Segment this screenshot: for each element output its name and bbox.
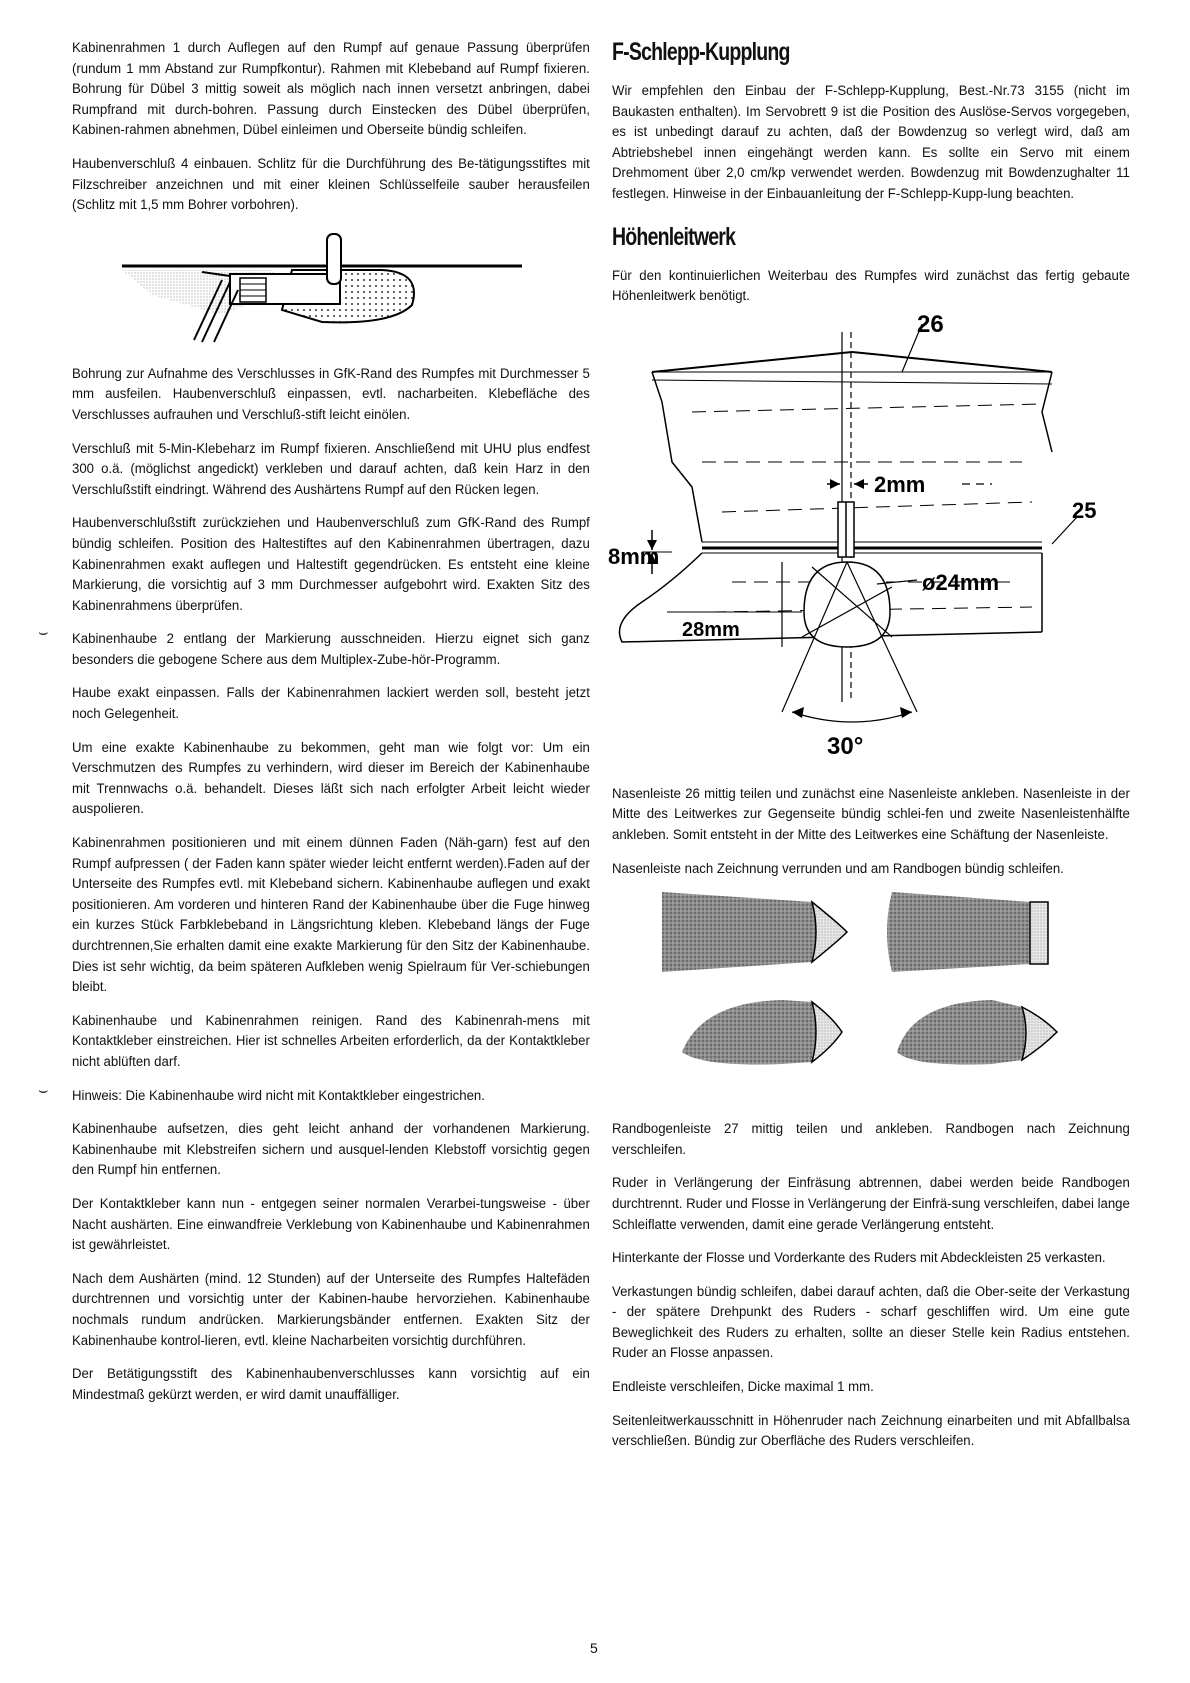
canopy-lock-figure [122,230,542,350]
paragraph: Für den kontinuierlichen Weiterbau des Rumpfes wird zunächst das fertig gebaute Höhenleitwerk benötigt. [612,267,1130,305]
label-26: 26 [917,311,944,338]
paragraph: Hinweis: Die Kabinenhaube wird nicht mit Kontaktkleber eingestrichen. [72,1087,485,1104]
left-column [72,38,590,1418]
margin-mark: ⌣ [38,1082,49,1099]
paragraph: Hinterkante der Flosse und Vorderkante des Ruders mit Abdeckleisten 25 verkasten. [612,1250,1106,1267]
right-column [608,38,1130,1465]
leading-edge-profiles [662,892,1082,1097]
paragraph: Wir empfehlen den Einbau der F-Schlepp-Kupplung, Best.-Nr.73 3155 (nicht im Baukasten enthalten). Im Servobrett 9 ist die Position des Auslöse-Servos vorgegeben, es ist unbedingt darauf zu achten, daß der Bowdenzug so verlegt wird, daß am Abtriebshebel innen eingehängt werden kann. Es sollte ein Servo mit einem Drehmoment über 2,0 cm/kp verwendet werden. Bowdenzug mit Bowdenzughalter 11 festlegen. Hinweise in der Einbauanleitung der F-Schlepp-Kupp-lung beachten. [612,83,1130,202]
paragraph: Der Kontaktkleber kann nun - entgegen seiner normalen Verarbei-tungsweise - über Nacht aushärten. Eine einwandfreie Verklebung von Kabinenhaube und Kabinenrahmen ist gewährleistet. [72,1195,590,1254]
paragraph: Haubenverschluß 4 einbauen. Schlitz für die Durchführung des Be-tätigungsstiftes mit Filzschreiber anzeichnen und mit einer kleinen Schlüsselfeile sauber herausfeilen (Schlitz mit 1,5 mm Bohrer vorbohren). [72,155,590,214]
dim-8mm: 8mm [608,543,660,569]
paragraph: Randbogenleiste 27 mittig teilen und ankleben. Randbogen nach Zeichnung verschleifen. [612,1121,1130,1158]
paragraph: Ruder in Verlängerung der Einfräsung abtrennen, dabei werden beide Randbogen durchtrennt. Ruder und Flosse in Verlängerung der Einfrä-sung verschleifen, dabei lange Schleiflatte verwenden, damit eine gerade Verlängerung entsteht. [612,1175,1130,1233]
page-number: 5 [590,1640,598,1656]
paragraph: Um eine exakte Kabinenhaube zu bekommen, geht man wie folgt vor: Um ein Verschmutzen des Rumpfes zu verhindern, wird dieser im Bereich der Kabinenhaube mit Trennwachs o.ä. behandelt. Dieses läßt sich nach erfolgter Arbeit leicht wieder auspolieren. [72,739,590,818]
angle-30: 30° [827,732,864,760]
paragraph: Verkastungen bündig schleifen, dabei darauf achten, daß die Ober-seite der Verkastung - der spätere Drehpunkt des Ruders - scharf geschliffen wird. Um eine gute Beweglichkeit des Ruders zu erhalten, sollte an dieser Stelle kein Radius entstehen. Ruder an Flosse anpassen. [612,1283,1130,1362]
paragraph: Endleiste verschleifen, Dicke maximal 1 mm. [612,1379,874,1396]
dim-2mm: 2mm [874,471,926,497]
margin-mark: ⌣ [38,624,49,641]
label-25: 25 [1072,497,1097,523]
paragraph: Nach dem Aushärten (mind. 12 Stunden) auf der Unterseite des Rumpfes Haltefäden durchtrennen und vorsichtig unter der Kabinen-haube hervorziehen. Kabinenhaube nochmals rundum andrücken. Markierungsbänder entfernen. Exakten Sitz der Kabinenhaube kontrol-lieren, evtl. kleine Nacharbeiten vorsichtig durchführen. [72,1270,590,1349]
paragraph: Kabinenrahmen 1 durch Auflegen auf den Rumpf auf genaue Passung überprüfen (rundum 1 mm Abstand zur Rumpfkontur). Rahmen mit Klebeband auf Rumpf fixieren. Bohrung für Dübel 3 mittig soweit als möglich nach innen versetzt anbringen, dabei Rumpfrand mit durch-bohren. Passung durch Einstecken des Dübel überprüfen, Kabinen-rahmen abnehmen, Dübel einleimen und Oberseite bündig schleifen. [72,40,590,139]
paragraph: Kabinenhaube aufsetzen, dies geht leicht anhand der vorhandenen Markierung. Kabinenhaube mit Klebstreifen sichern und ausquel-lenden Klebstoff vorsichtig gegen den Rumpf hin entfernen. [72,1121,590,1179]
paragraph: Kabinenhaube und Kabinenrahmen reinigen. Rand des Kabinenrah-mens mit Kontaktkleber einstreichen. Hier ist schnelles Arbeiten erforderlich, da der Kontaktkleber nicht ablüften darf. [72,1012,590,1070]
paragraph: Kabinenrahmen positionieren und mit einem dünnen Faden (Näh-garn) fest auf den Rumpf aufpressen ( der Faden kann später wieder leicht entfernt werden).Faden auf der Unterseite des Rumpfes evtl. mit Klebeband sichern. Kabinenhaube auflegen und exakt positionieren. Am vorderen und hinteren Rand der Kabinenhaube über die Fuge hinweg ein kurzes Stück Farbklebeband in Längsrichtung kleben. Klebeband längs der Fuge durchtrennen,Sie erhalten damit eine exakte Markierung für den Sitz der Kabinenhaube. Dies ist sehr wichtig, da beim späteren Aufkleben wenig Spielraum für Ver-schiebungen bleibt. [72,835,590,996]
paragraph: Der Betätigungsstift des Kabinenhaubenverschlusses kann vorsichtig auf ein Mindestmaß gekürzt werden, er wird damit unauffälliger. [72,1366,590,1403]
paragraph: Seitenleitwerkausschnitt in Höhenruder nach Zeichnung einarbeiten und mit Abfallbalsa verschließen. Bündig zur Oberfläche des Ruders verschleifen. [612,1412,1130,1450]
paragraph: Nasenleiste 26 mittig teilen und zunächst eine Nasenleiste ankleben. Nasenleiste in der Mitte des Leitwerkes zur Gegenseite bündig schlei-fen und zweite Nasenleistenhälfte ankleben. Somit entsteht in der Mitte des Leitwerkes eine Schäftung der Nasenleiste. [612,785,1130,843]
paragraph: Kabinenhaube 2 entlang der Markierung ausschneiden. Hierzu eignet sich ganz besonders die gebogene Schere aus dem Multiplex-Zube-hör-Programm. [72,631,590,668]
dim-28mm: 28mm [682,618,740,641]
paragraph: Haube exakt einpassen. Falls der Kabinenrahmen lackiert werden soll, besteht jetzt noch Gelegenheit. [72,685,590,723]
paragraph: Nasenleiste nach Zeichnung verrunden und am Randbogen bündig schleifen. [612,860,1064,877]
section-heading: Höhenleitwerk [612,222,736,251]
paragraph: Verschluß mit 5-Min-Klebeharz im Rumpf fixieren. Anschließend mit UHU plus endfest 300 o.ä. (möglichst angedickt) verkleben und darauf achten, daß kein Harz in den Verschlußstift eindringt. Während des Aushärtens Rumpf auf den Rücken legen. [72,440,590,498]
dim-24mm: ø24mm [922,569,1000,595]
paragraph: Bohrung zur Aufnahme des Verschlusses in GfK-Rand des Rumpfes mit Durchmesser 5 mm ausfeilen. Haubenverschluß einpassen, evtl. nacharbeiten. Klebefläche des Verschlusses aufrauhen und Verschluß-stift leicht einölen. [72,365,590,423]
section-heading: F-Schlepp-Kupplung [612,38,790,66]
paragraph: Haubenverschlußstift zurückziehen und Haubenverschluß zum GfK-Rand des Rumpf bündig schleifen. Position des Haltestiftes auf den Kabinenrahmen übertragen, dazu Kabinenrahmen exakt auflegen und Haltestift gegendrücken. Es entsteht eine kleine Markierung, die vorsichtig auf 3 mm Durchmesser aufgebohrt wird. Exakten Sitz des Kabinenrahmens überprüfen. [72,515,590,614]
elevator-diagram [572,312,1102,782]
